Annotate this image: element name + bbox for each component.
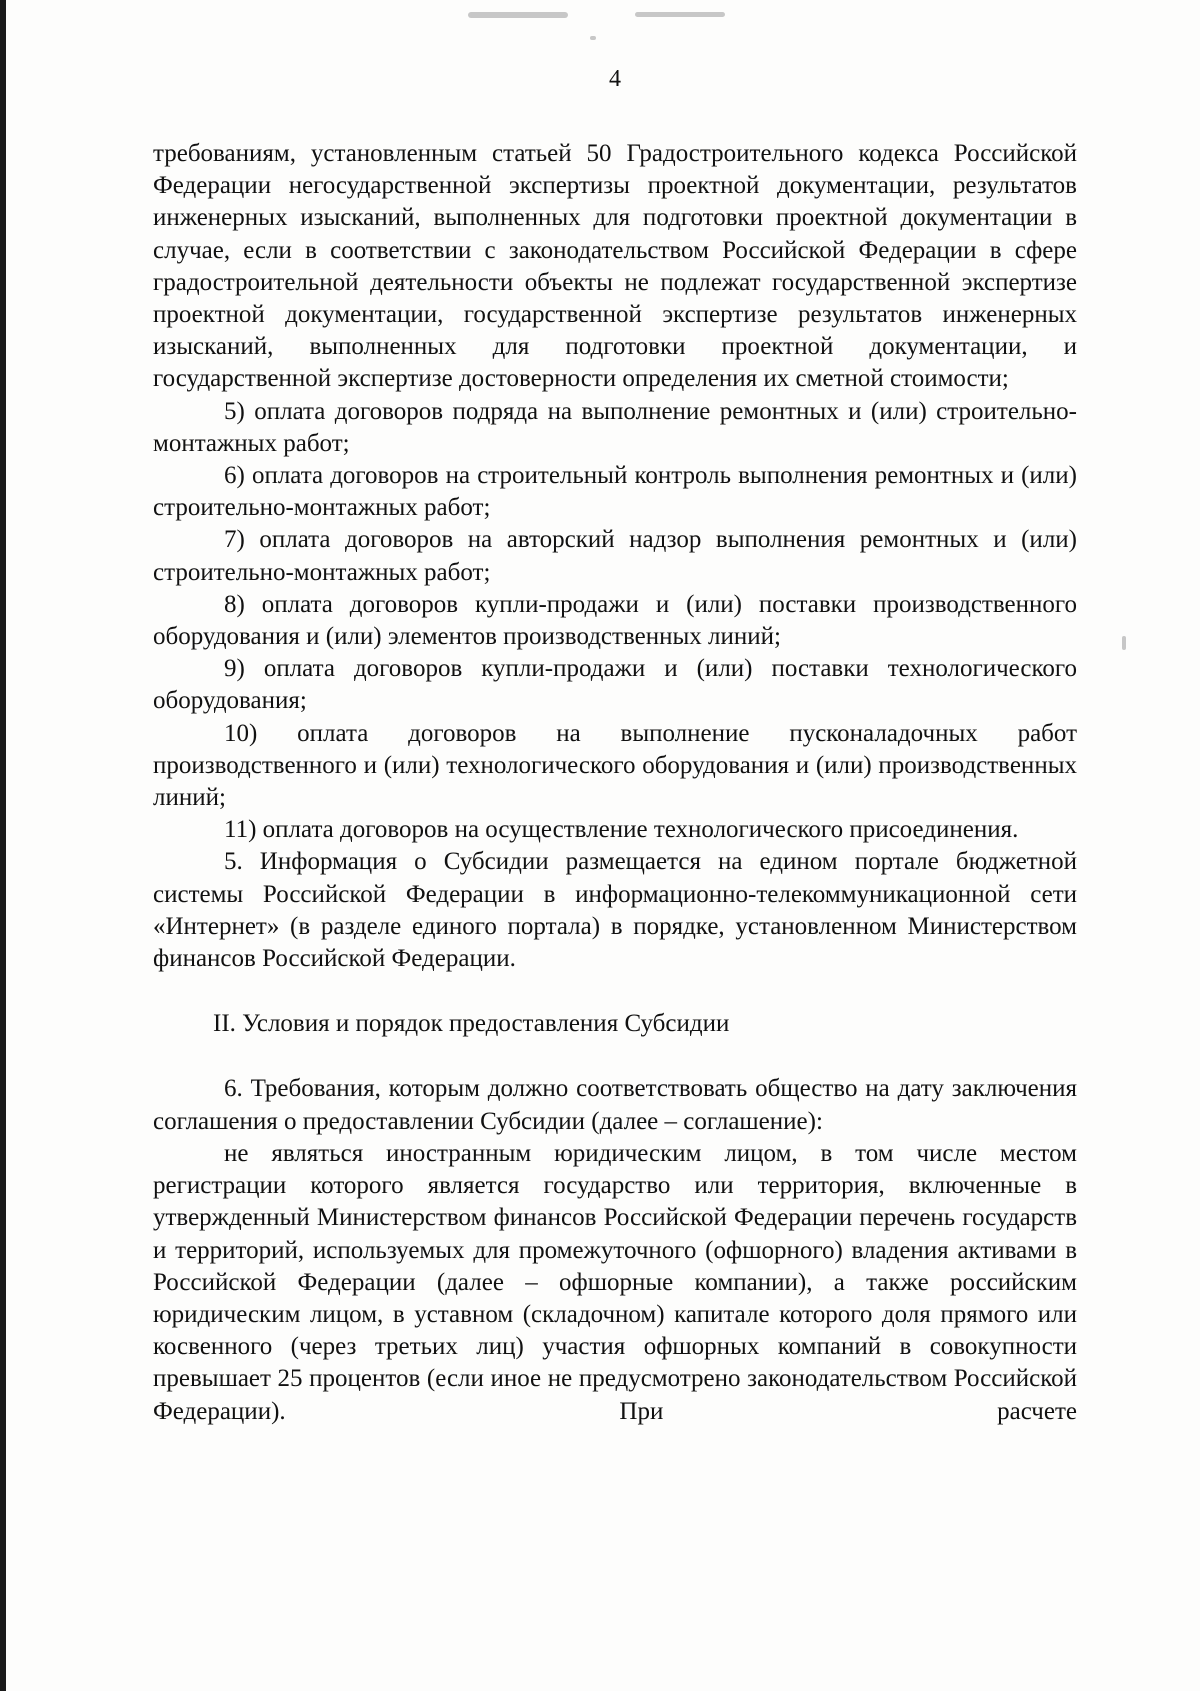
- list-item-7: 7) оплата договоров на авторский надзор выполнения ремонтных и (или) строительно-монтажных работ;: [153, 526, 1077, 586]
- spacer: [153, 1040, 1077, 1073]
- page-number: 4: [609, 66, 621, 92]
- list-item-8: 8) оплата договоров купли-продажи и (или) поставки производственного оборудования и (или) элементов производственных линий;: [153, 590, 1077, 651]
- scan-artifact: [590, 36, 596, 40]
- requirement-offshore-paragraph: не являться иностранным юридическим лицом, в том числе местом регистрации которого является государство или территория, включенные в утвержденный Министерством финансов Российской Федерации перечень государств и территорий, используемых для промежуточного (офшорного) владения активами в Российской Федерации (далее – офшорные компании), а также российским юридическим лицом, в уставном (складочном) капитале которого доля прямого или косвенного (через третьих лиц) участия офшорных компаний в совокупности превышает 25 процентов (если иное не предусмотрено законодательством Российской Федерации). При расчете: [153, 1139, 1077, 1425]
- clause-6-paragraph: 6. Требования, которым должно соответствовать общество на дату заключения соглашения о предоставлении Субсидии (далее – соглашение):: [153, 1075, 1077, 1135]
- scan-artifact: [468, 12, 568, 18]
- list-item-11: 11) оплата договоров на осуществление технологического присоединения.: [224, 816, 1019, 844]
- clause-5-paragraph: 5. Информация о Субсидии размещается на едином портале бюджетной системы Российской Федерации в информационно-телекоммуникационной сети «Интернет» (в разделе единого портала) в порядке, установленном Министерством финансов Российской Федерации.: [153, 848, 1077, 973]
- list-item-10: 10) оплата договоров на выполнение пусконаладочных работ производственного и (или) технологического оборудования и (или) производственных линий;: [153, 719, 1077, 812]
- paragraph-continuation: требованиям, установленным статьей 50 Градостроительного кодекса Российской Федерации негосударственной экспертизы проектной документации, результатов инженерных изысканий, выполненных для подготовки проектной документации в случае, если в соответствии с законодательством Российской Федерации в сфере градостроительной деятельности объекты не подлежат государственной экспертизе проектной документации, государственной экспертизе результатов инженерных изысканий, выполненных для подготовки проектной документации, и государственной экспертизе достоверности определения их сметной стоимости;: [153, 140, 1077, 393]
- list-item-6: 6) оплата договоров на строительный контроль выполнения ремонтных и (или) строительно-монтажных работ;: [153, 462, 1077, 522]
- spacer: [153, 975, 1077, 1008]
- scan-artifact: [635, 12, 725, 17]
- section-heading: II. Условия и порядок предоставления Субсидии: [213, 1010, 730, 1038]
- scan-artifact: [1122, 636, 1126, 650]
- list-item-9: 9) оплата договоров купли-продажи и (или) поставки технологического оборудования;: [153, 655, 1077, 715]
- document-body: [153, 138, 1077, 1428]
- scan-left-edge: [0, 0, 6, 1691]
- list-item-5: 5) оплата договоров подряда на выполнение ремонтных и (или) строительно-монтажных работ;: [153, 397, 1077, 457]
